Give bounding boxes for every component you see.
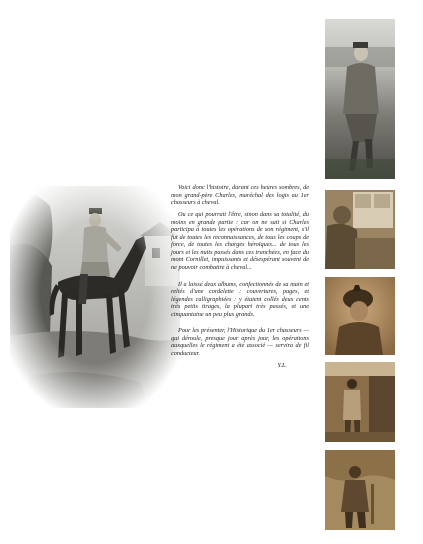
photo-soldier-standing (325, 19, 395, 179)
photo-trench-soldier (325, 362, 395, 442)
photo-helmet-portrait (325, 277, 395, 355)
photo-soldier-on-horse (10, 186, 180, 408)
body-text (171, 184, 309, 374)
paragraph-intro: Voici donc l'histoire, durant ces heures sombres, de mon grand-père Charles, maréchal des logis au 1er chasseurs à cheval. (171, 184, 309, 207)
paragraph-presentation: Pour les présenter, l'Historique du 1er chasseurs — qui déroule, presque jour après jour, les opérations auxquelles le régiment a été associé — servira de fil conducteur. (171, 327, 309, 357)
paragraph-albums: Il a laissé deux albums, confectionnés de sa main et reliés d'une cordelette : couvertures, pages, et légendes calligraphiées : y étaient collés deux cents très petits tirages, la plupart très passés, et une cinquantaine un peu plus grands. (171, 280, 309, 318)
photo-man-at-window (325, 190, 395, 269)
photo-soldier-in-woods (325, 450, 395, 530)
paragraph-operations: Ou ce qui pourrait l'être, sinon dans sa totalité, du moins en grande partie : car on ne sait si Charles participa à toutes les opérations de son régiment, s'il fut de toutes les reconnaissances, de tous les coups de force, de toutes les charges héroïques... de tous les jours et les nuits passés dans ces tranchées, en face du mont Cornillet, impuissants et désespérant souvent de ne pouvoir combattre à cheval... (171, 211, 309, 271)
signature: Y.L. (277, 361, 287, 369)
